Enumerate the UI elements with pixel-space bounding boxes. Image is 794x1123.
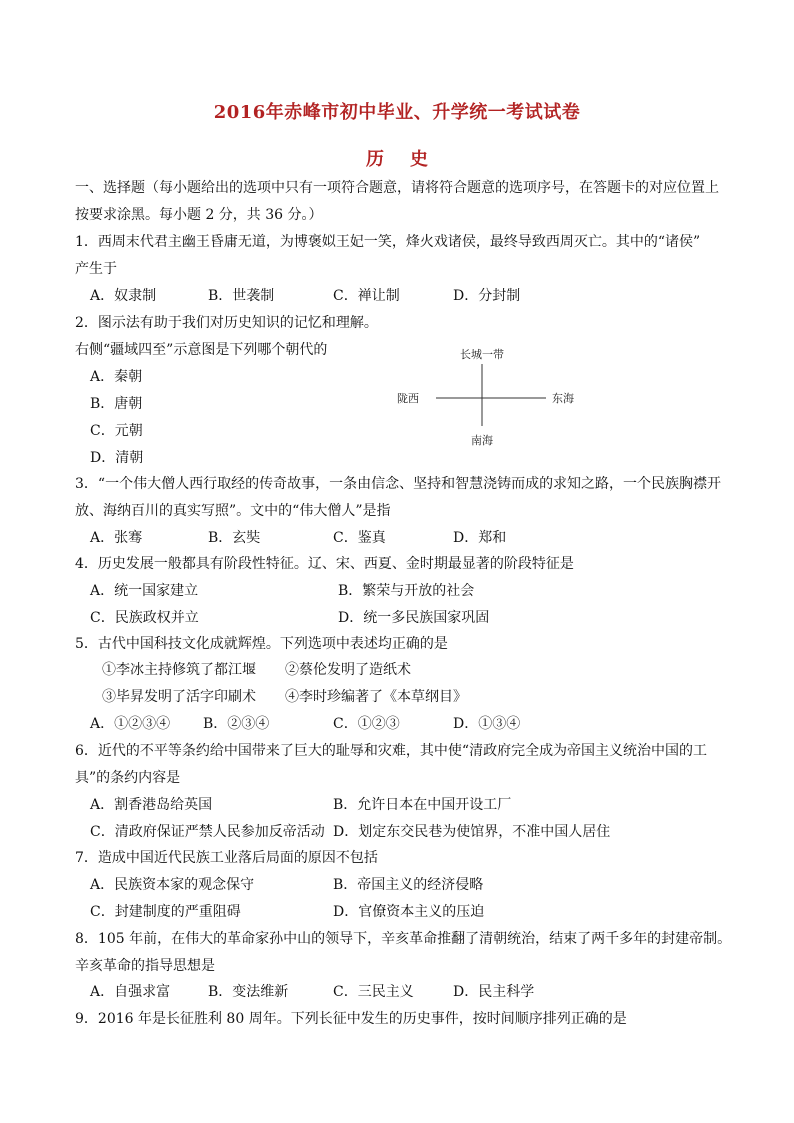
question-2-text: 2．图示法有助于我们对历史知识的记忆和理解。 (75, 315, 378, 331)
q1-option-c: C．禅让制 (333, 288, 400, 304)
q2-option-c: C．元朝 (90, 423, 143, 439)
q5-statement-3: ③毕昇发明了活字印刷术 (102, 689, 256, 705)
question-9-text: 9．2016 年是长征胜利 80 周年。下列长征中发生的历史事件，按时间顺序排列正确的是 (75, 1011, 627, 1027)
q1-option-d: D．分封制 (453, 288, 521, 304)
question-1-text: 1．西周末代君主幽王昏庸无道，为博褒姒王妃一笑，烽火戏诸侯，最终导致西周灭亡。其中的“诸侯” (75, 234, 701, 250)
q6-option-c: C．清政府保证严禁人民参加反帝活动 (90, 824, 325, 840)
question-6-text: 6．近代的不平等条约给中国带来了巨大的耻辱和灾难，其中使“清政府完全成为帝国主义统治中国的工 (75, 743, 708, 759)
q5-statement-4: ④李时珍编著了《本草纲目》 (285, 689, 467, 705)
question-6-text-cont: 具”的条约内容是 (75, 770, 181, 786)
diagram-label-north: 长城一带 (460, 348, 504, 361)
q6-option-d: D．划定东交民巷为使馆界，不准中国人居住 (333, 824, 611, 840)
question-5-text: 5．古代中国科技文化成就辉煌。下列选项中表述均正确的是 (75, 636, 448, 652)
subject-heading: 历史 (366, 149, 454, 170)
q5-statement-1: ①李冰主持修筑了都江堰 (102, 662, 256, 678)
q5-option-b: B．②③④ (203, 716, 270, 732)
q3-option-c: C．鉴真 (333, 530, 386, 546)
q3-option-d: D．郑和 (453, 530, 507, 546)
q3-option-a: A．张骞 (90, 530, 143, 546)
q6-option-b: B．允许日本在中国开设工厂 (333, 797, 512, 813)
exam-title: 2016年赤峰市初中毕业、升学统一考试试卷 (213, 102, 581, 123)
q5-option-d: D．①③④ (453, 716, 521, 732)
territory-diagram (392, 346, 588, 452)
question-8-text-cont: 辛亥革命的指导思想是 (75, 958, 215, 974)
section-instructions-line2: 按要求涂黑。每小题 2 分，共 36 分。） (75, 207, 323, 223)
q7-option-d: D．官僚资本主义的压迫 (333, 904, 485, 920)
q8-option-d: D．民主科学 (453, 984, 535, 1000)
q5-option-a: A．①②③④ (90, 716, 171, 732)
diagram-label-south: 南海 (471, 434, 493, 447)
q2-option-d: D．清朝 (90, 450, 144, 466)
q5-statement-2: ②蔡伦发明了造纸术 (285, 662, 411, 678)
q8-option-a: A．自强求富 (90, 984, 171, 1000)
q5-option-c: C．①②③ (333, 716, 400, 732)
q2-option-b: B．唐朝 (90, 396, 143, 412)
q7-option-b: B．帝国主义的经济侵略 (333, 877, 484, 893)
question-3-text-cont: 放、海纳百川的真实写照”。文中的“伟大僧人”是指 (75, 503, 391, 519)
q1-option-b: B．世袭制 (208, 288, 275, 304)
q4-option-b: B．繁荣与开放的社会 (338, 583, 475, 599)
q6-option-a: A．割香港岛给英国 (90, 797, 213, 813)
q8-option-b: B．变法维新 (208, 984, 289, 1000)
question-3-text: 3．“一个伟大僧人西行取经的传奇故事，一条由信念、坚持和智慧浇铸而成的求知之路，一个民族胸襟开 (75, 476, 722, 492)
question-1-text-cont: 产生于 (75, 261, 117, 277)
q1-option-a: A．奴隶制 (90, 288, 157, 304)
q4-option-a: A．统一国家建立 (90, 583, 199, 599)
q3-option-b: B．玄奘 (208, 530, 261, 546)
q2-option-a: A．秦朝 (90, 369, 143, 385)
q4-option-d: D．统一多民族国家巩固 (338, 610, 490, 626)
section-instructions-line1: 一、选择题（每小题给出的选项中只有一项符合题意，请将符合题意的选项序号，在答题卡的对应位置上 (75, 180, 719, 196)
question-8-text: 8．105 年前，在伟大的革命家孙中山的领导下，辛亥革命推翻了清朝统治，结束了两千多年的封建帝制。 (75, 931, 732, 947)
question-2-text-cont: 右侧“疆域四至”示意图是下列哪个朝代的 (75, 342, 328, 358)
q7-option-a: A．民族资本家的观念保守 (90, 877, 255, 893)
diagram-label-east: 东海 (552, 392, 574, 405)
q7-option-c: C．封建制度的严重阻碍 (90, 904, 241, 920)
q8-option-c: C．三民主义 (333, 984, 414, 1000)
q4-option-c: C．民族政权并立 (90, 610, 199, 626)
question-7-text: 7．造成中国近代民族工业落后局面的原因不包括 (75, 850, 378, 866)
question-4-text: 4．历史发展一般都具有阶段性特征。辽、宋、西夏、金时期最显著的阶段特征是 (75, 556, 574, 572)
diagram-label-west: 陇西 (397, 392, 419, 405)
